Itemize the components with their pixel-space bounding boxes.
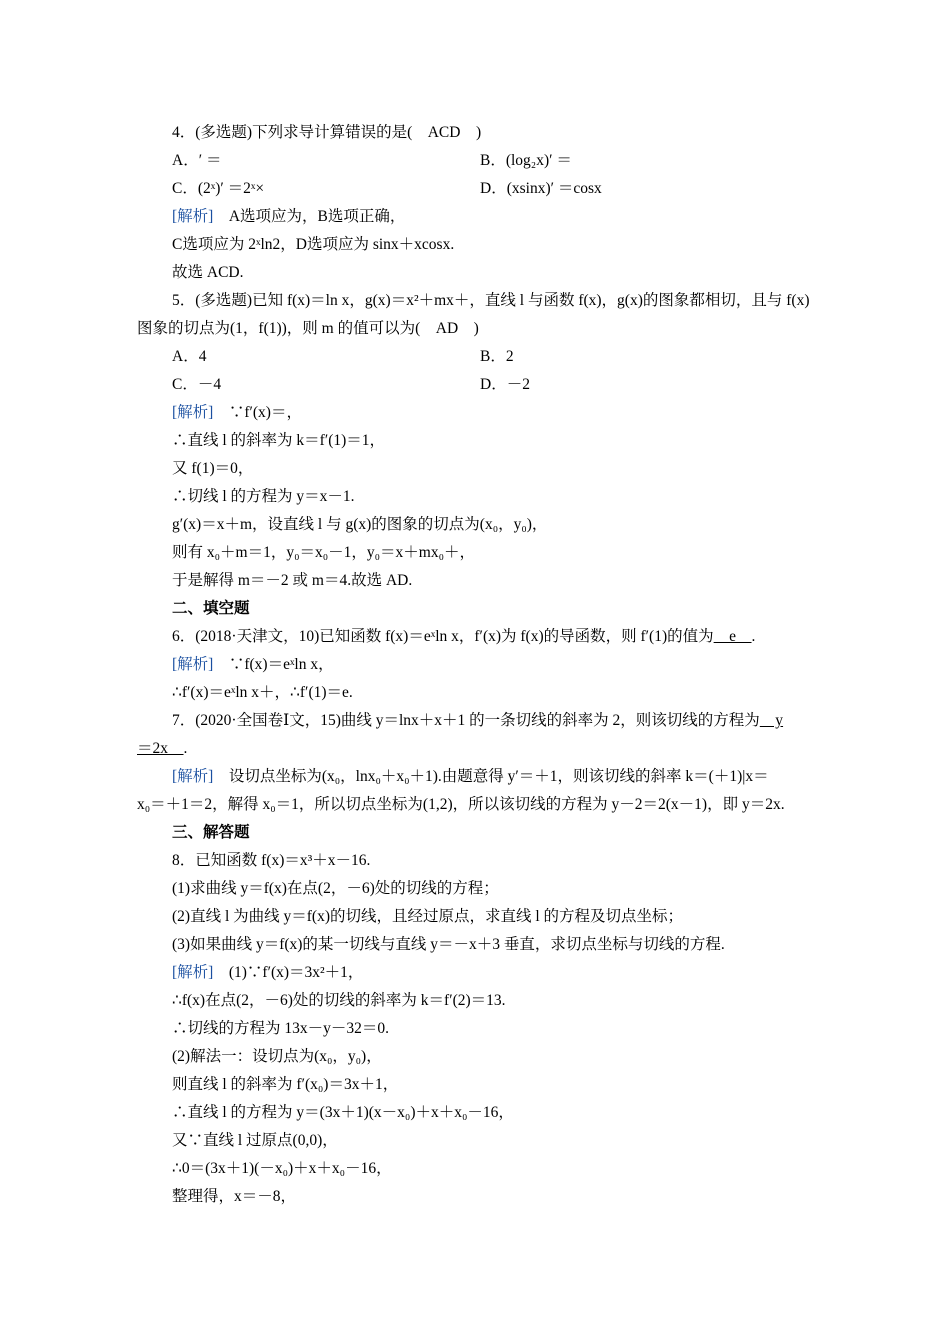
line-text: ∴直线 l 的方程为 y＝(3x＋1)(x－x₀)＋x＋x₀－16， — [172, 1104, 514, 1121]
line-text: ∴0＝(3x＋1)(－x₀)＋x＋x₀－16， — [172, 1160, 392, 1177]
line-text: 又∵直线 l 过原点(0,0)， — [172, 1132, 338, 1149]
text-line — [172, 403, 302, 423]
analysis-tag: [解析] — [172, 656, 214, 673]
section-heading — [172, 823, 250, 843]
text-line — [172, 991, 506, 1011]
text-line — [172, 711, 783, 731]
text-line — [172, 235, 454, 255]
text-line — [172, 431, 385, 451]
text-line — [172, 935, 725, 955]
text-line — [172, 963, 363, 983]
line-text: 图象的切点为(1，f(1))，则 m 的值可以为( AD ) — [137, 320, 479, 337]
text-line — [172, 291, 810, 311]
text-line — [172, 263, 243, 283]
analysis-tag: [解析] — [172, 768, 214, 785]
text-line — [172, 207, 405, 227]
text-line — [172, 487, 355, 507]
analysis-tag: [解析] — [172, 208, 214, 225]
text-line — [137, 739, 187, 759]
line-text: A．′ ＝ — [172, 152, 222, 169]
line-text: 5．(多选题)已知 f(x)＝ln x，g(x)＝x²＋mx＋，直线 l 与函数 f(x)，g(x)的图象都相切，且与 f(x) — [172, 292, 810, 309]
answer-blank: y — [759, 712, 784, 729]
option-right: D．－2 — [480, 376, 530, 393]
line-text: g′(x)＝x＋m，设直线 l 与 g(x)的图象的切点为(x₀，y₀)， — [172, 516, 548, 533]
line-text: 二、填空题 — [172, 600, 250, 617]
answer-blank: ＝2x — [137, 740, 184, 757]
text-line — [172, 683, 353, 703]
text-line — [172, 1159, 392, 1179]
line-text: ∵f(x)＝eˣln x， — [213, 656, 334, 673]
text-line — [137, 319, 479, 339]
line-text: (1)求曲线 y＝f(x)在点(2，－6)处的切线的方程； — [172, 880, 499, 897]
text-line — [172, 1047, 382, 1067]
line-text: 6．(2018·天津文，10)已知函数 f(x)＝eˣln x，f′(x)为 f(x)的导函数，则 f′(1)的值为 — [172, 628, 714, 645]
line-text: (1)∵f′(x)＝3x²＋1， — [213, 964, 364, 981]
text-line — [172, 1075, 398, 1095]
text-line — [172, 123, 481, 143]
text-line — [172, 1019, 389, 1039]
text-line — [172, 851, 370, 871]
line-text: 设切点坐标为(x₀，lnx₀＋x₀＋1).由题意得 y′＝＋1，则该切线的斜率 k＝(＋1)|x＝ — [213, 768, 769, 785]
text-line — [172, 1131, 338, 1151]
section-heading — [172, 599, 250, 619]
line-text: 整理得，x＝－8， — [172, 1188, 297, 1205]
text-line — [172, 879, 499, 899]
line-text: 7．(2020·全国卷Ⅰ文，15)曲线 y＝lnx＋x＋1 的一条切线的斜率为 2，则该切线的方程为 — [172, 712, 760, 729]
line-text: ∴直线 l 的斜率为 k＝f′(1)＝1， — [172, 432, 386, 449]
option-right: D．(xsinx)′ ＝cosx — [480, 180, 602, 197]
text-line — [172, 627, 755, 647]
line-text: 4．(多选题)下列求导计算错误的是( ACD ) — [172, 124, 482, 141]
line-text: 8．已知函数 f(x)＝x³＋x－16. — [172, 852, 371, 869]
line-text: ∴切线 l 的方程为 y＝x－1. — [172, 488, 355, 505]
line-text: A．4 — [172, 348, 207, 365]
text-line — [172, 655, 334, 675]
line-text: ∴f(x)在点(2，－6)处的切线的斜率为 k＝f′(2)＝13. — [172, 992, 506, 1009]
option-right: B．2 — [480, 348, 514, 365]
line-text: x₀＝＋1＝2，解得 x₀＝1，所以切点坐标为(1,2)，所以该切线的方程为 y－2＝2(x－1)，即 y＝2x. — [137, 796, 785, 813]
line-tail: . — [751, 628, 756, 645]
line-text: 三、解答题 — [172, 824, 250, 841]
line-text: ∴f′(x)＝eˣln x＋，∴f′(1)＝e. — [172, 684, 353, 701]
line-text: (2)解法一：设切点为(x₀，y₀)， — [172, 1048, 382, 1065]
line-text: C选项应为 2ˣln2，D选项应为 sinx＋xcosx. — [172, 236, 455, 253]
line-text: 于是解得 m＝－2 或 m＝4.故选 AD. — [172, 572, 413, 589]
analysis-tag: [解析] — [172, 404, 214, 421]
line-text: 故选 ACD. — [172, 264, 244, 281]
text-line — [172, 459, 253, 479]
analysis-tag: [解析] — [172, 964, 214, 981]
text-line — [172, 515, 547, 535]
text-line — [172, 1103, 514, 1123]
text-line — [172, 907, 683, 927]
line-text: A选项应为，B选项正确， — [213, 208, 406, 225]
text-line — [172, 543, 475, 563]
line-text: (2)直线 l 为曲线 y＝f(x)的切线，且经过原点，求直线 l 的方程及切点坐标； — [172, 908, 684, 925]
text-line — [172, 151, 221, 171]
answer-blank: e — [713, 628, 752, 645]
line-text: ∵f′(x)＝， — [213, 404, 302, 421]
option-right: B．(log₂x)′ ＝ — [480, 152, 572, 169]
text-line — [172, 375, 221, 395]
line-text: (3)如果曲线 y＝f(x)的某一切线与直线 y＝－x＋3 垂直，求切点坐标与切线的方程. — [172, 936, 725, 953]
line-text: 则直线 l 的斜率为 f′(x₀)＝3x＋1， — [172, 1076, 399, 1093]
line-text: 又 f(1)＝0， — [172, 460, 254, 477]
text-line — [172, 571, 412, 591]
text-line — [172, 179, 264, 199]
text-line — [172, 1187, 296, 1207]
text-line — [137, 795, 785, 815]
text-line — [172, 347, 206, 367]
line-tail: . — [183, 740, 188, 757]
line-text: 则有 x₀＋m＝1，y₀＝x₀－1，y₀＝x＋mx₀＋， — [172, 544, 476, 561]
text-line — [172, 767, 769, 787]
line-text: ∴切线的方程为 13x－y－32＝0. — [172, 1020, 390, 1037]
line-text: C．(2ˣ)′ ＝2ˣ× — [172, 180, 265, 197]
line-text: C．－4 — [172, 376, 222, 393]
